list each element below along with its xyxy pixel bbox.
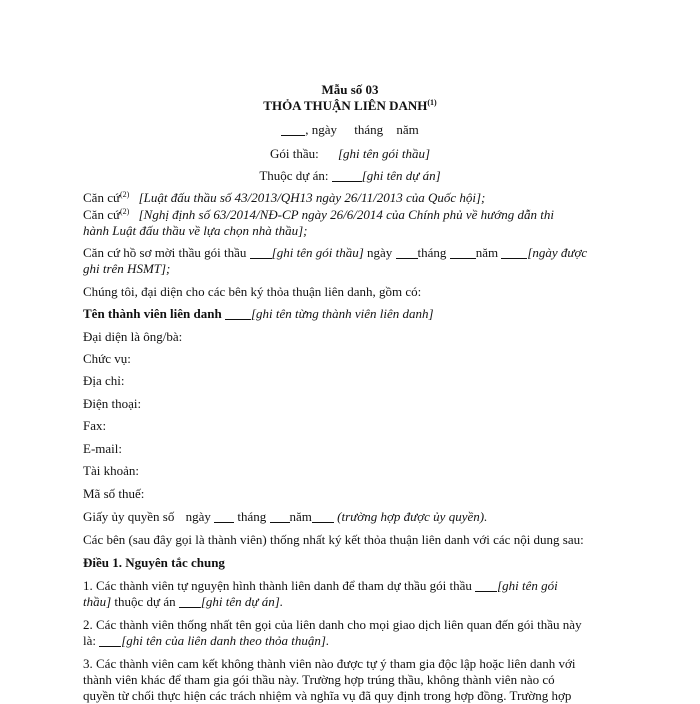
field-position: Chức vụ: (83, 351, 131, 366)
poa-month-blank[interactable] (270, 510, 290, 523)
package-line: Gói thầu: [ghi tên gói thầu] (269, 146, 431, 161)
field-tax-code: Mã số thuế: (83, 486, 145, 501)
article-1-p2: 2. Các thành viên thống nhất tên gọi của liên danh cho mọi giao dịch liên quan đến gói thầu này (83, 617, 582, 632)
project-blank[interactable] (332, 169, 362, 182)
p1-package-blank[interactable] (475, 579, 497, 592)
field-account: Tài khoản: (83, 463, 139, 478)
intro-text: Chúng tôi, đại diện cho các bên ký thỏa thuận liên danh, gồm có: (83, 284, 422, 299)
form-number: Mẫu số 03 (321, 82, 379, 97)
basis3-day-blank[interactable] (396, 246, 418, 259)
member-name-blank[interactable] (225, 307, 251, 320)
basis-1: Căn cứ$^{(2)}$ [Luật đấu thầu số 43/2013/QH13 ngày 26/11/2013 của Quốc hội]; (83, 190, 486, 205)
basis-2-cont: hành Luật đấu thầu về lựa chọn nhà thầu]; (83, 223, 308, 238)
poa-day-blank[interactable] (214, 510, 234, 523)
project-line: Thuộc dự án: [ghi tên dự án] (259, 168, 441, 183)
field-phone: Điện thoại: (83, 396, 142, 411)
article-1-p3-line1: 3. Các thành viên cam kết không thành viên nào được tự ý tham gia độc lập hoặc liên danh với (83, 656, 576, 671)
title-footnote: (1) (427, 98, 437, 107)
field-email: E-mail: (83, 441, 122, 456)
basis3-package-blank[interactable] (250, 246, 272, 259)
article-1-heading: Điều 1. Nguyên tắc chung (83, 555, 225, 570)
article-1-p1-cont: thầu] thuộc dự án [ghi tên dự án]. (83, 594, 284, 609)
basis3-month-blank[interactable] (450, 246, 476, 259)
field-fax: Fax: (83, 418, 107, 433)
date-line: , ngày tháng năm (0, 122, 700, 138)
article-1-p3-line2: thành viên khác để tham gia gói thầu này. Trường hợp trúng thầu, không thành viên nào có (83, 672, 555, 687)
article-1-p1: 1. Các thành viên tự nguyện hình thành liên danh để tham dự thầu gói thầu [ghi tên gói (83, 578, 558, 593)
article-1-p2-cont: là: [ghi tên của liên danh theo thỏa thuận]. (83, 633, 330, 648)
poa-year-blank[interactable] (312, 510, 334, 523)
basis-3: Căn cứ hồ sơ mời thầu gói thầu [ghi tên gói thầu] ngày tháng năm [ngày được (83, 245, 588, 260)
field-address: Địa chỉ: (83, 373, 125, 388)
field-representative: Đại diện là ông/bà: (83, 329, 183, 344)
basis-3-cont: ghi trên HSMT]; (83, 261, 171, 276)
p2-name-blank[interactable] (99, 634, 121, 647)
member-heading: Tên thành viên liên danh [ghi tên từng thành viên liên danh] (83, 306, 434, 321)
basis-2: Căn cứ$^{(2)}$ [Nghị định số 63/2014/NĐ-CP ngày 26/6/2014 của Chính phủ về hướng dẫn thi (83, 207, 554, 222)
title-text: THỎA THUẬN LIÊN DANH (263, 98, 428, 113)
document-title (0, 98, 700, 114)
agreement-intro: Các bên (sau đây gọi là thành viên) thống nhất ký kết thỏa thuận liên danh với các nội dung sau: (83, 532, 584, 547)
power-of-attorney-line: Giấy ủy quyền số ngày tháng năm (trường hợp được ủy quyền). (83, 509, 488, 524)
article-1-p3-line3: quyền từ chối thực hiện các trách nhiệm và nghĩa vụ đã quy định trong hợp đồng. Trường hợp (83, 688, 572, 703)
p1-project-blank[interactable] (179, 595, 201, 608)
day-blank[interactable] (281, 123, 305, 136)
basis3-year-blank[interactable] (501, 246, 527, 259)
